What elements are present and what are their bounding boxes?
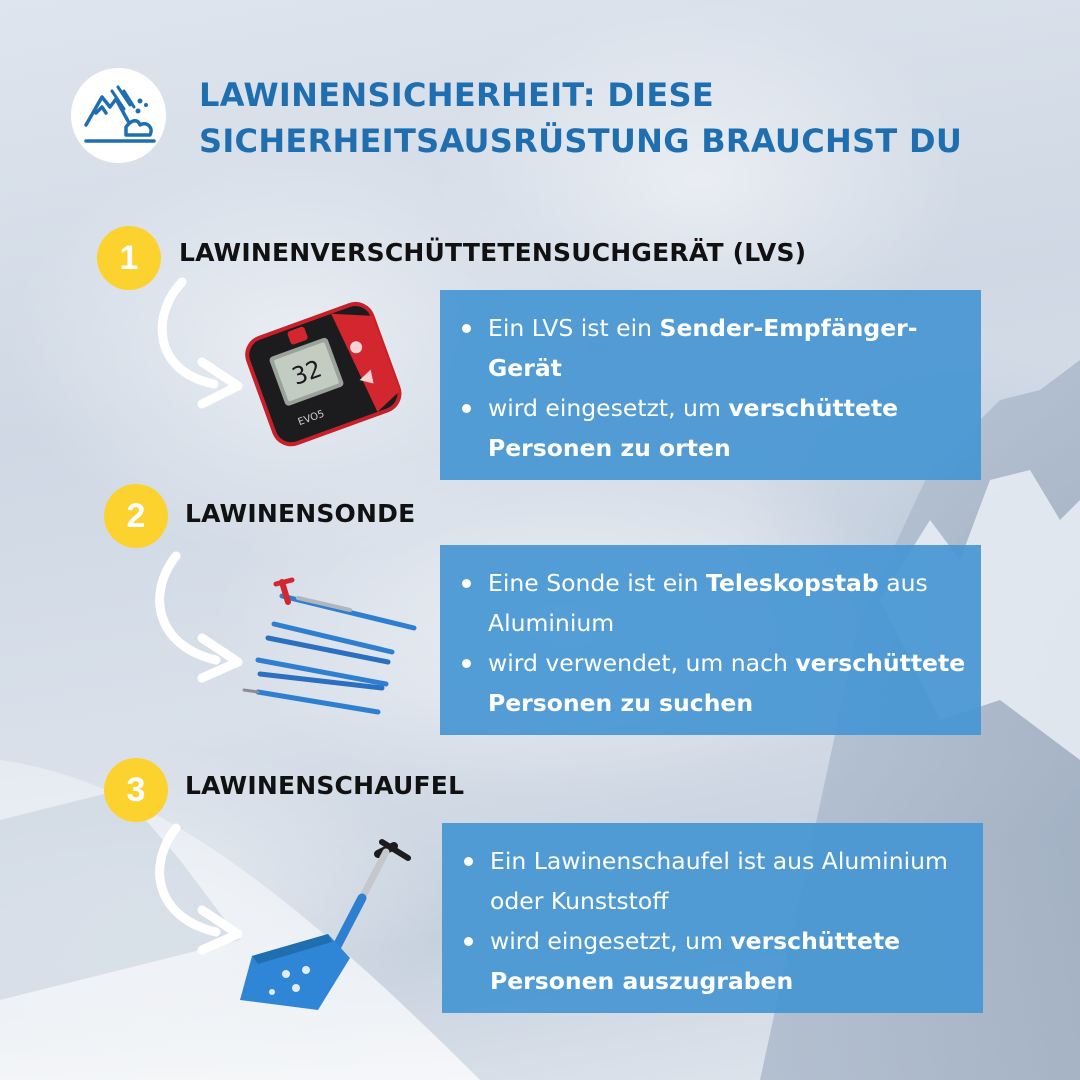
item-2-bullet-1 [462,563,967,643]
transceiver-display-value: 32 [288,354,326,391]
page-title [199,72,1059,164]
item-3-bullet-1 [464,841,969,921]
avalanche-shovel-image [232,838,422,1018]
transceiver-model-label: EVO5 [296,408,327,429]
item-3-bullet-2 [464,921,969,1001]
bullet-text: wird eingesetzt, um [490,927,731,955]
avalanche-probe-image [238,576,418,716]
item-3-info-box [442,823,983,1013]
avalanche-mountain-icon [80,81,158,151]
step-number-2-badge: 2 [104,484,168,548]
item-3-bullet-list [464,841,969,1001]
item-2-bullet-2 [462,643,967,723]
bullet-emphasis: verschüttete Personen auszugraben [490,927,901,995]
curved-arrow-icon [140,276,260,416]
title-line-1: LAWINENSICHERHEIT: DIESE [199,76,715,114]
item-2-info-box [440,545,981,735]
bullet-emphasis: Sender-Empfänger-Gerät [488,314,918,382]
avalanche-logo-badge [71,68,166,163]
bullet-emphasis: verschüttete Personen zu suchen [488,649,966,717]
bullet-text: aus Aluminium [488,569,928,637]
step-number-1-badge: 1 [97,226,161,290]
bullet-text: Ein LVS ist ein [488,314,660,342]
bullet-text: wird verwendet, um nach [488,649,796,677]
item-2-bullet-list [462,563,967,723]
item-1-info-box [440,290,981,480]
item-2-heading: LAWINENSONDE [185,499,416,528]
item-3-heading: LAWINENSCHAUFEL [185,771,465,800]
item-1-bullet-2 [462,388,967,468]
item-1-bullet-list [462,308,967,468]
step-number-3-badge: 3 [104,758,168,822]
title-line-2: SICHERHEITSAUSRÜSTUNG BRAUCHST DU [199,122,963,160]
bullet-emphasis: Teleskopstab [706,569,879,597]
item-1-heading: LAWINENVERSCHÜTTETENSUCHGERÄT (LVS) [179,238,807,267]
avalanche-transceiver-image [244,296,404,456]
bullet-emphasis: verschüttete Personen zu orten [488,394,899,462]
item-1-bullet-1 [462,308,967,388]
bullet-text: Ein Lawinenschaufel ist aus Aluminium oder Kunststoff [490,847,948,915]
bullet-text: wird eingesetzt, um [488,394,729,422]
bullet-text: Eine Sonde ist ein [488,569,707,597]
